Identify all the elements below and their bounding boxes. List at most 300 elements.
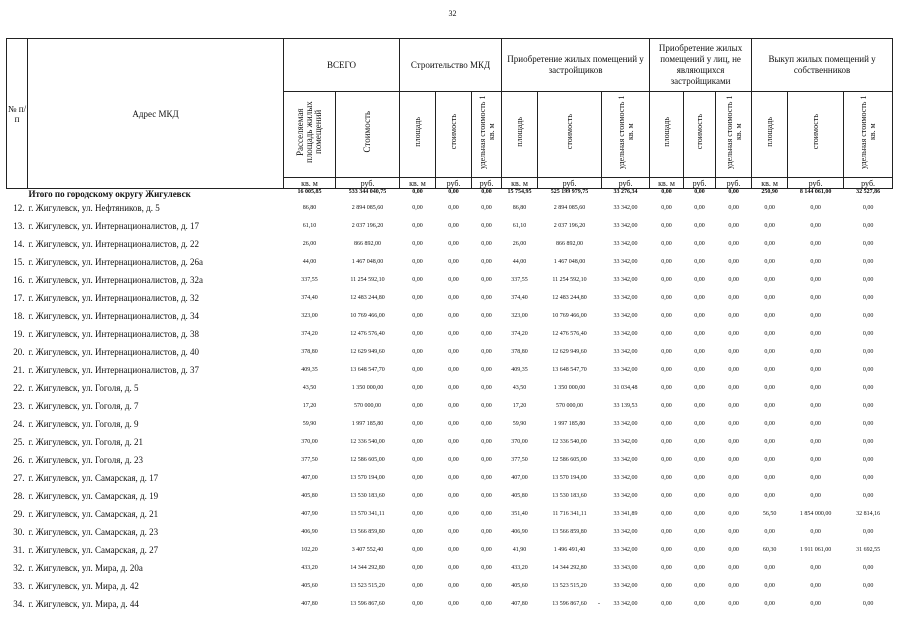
table-cell: 0,00	[448, 475, 459, 481]
table-cell: 0,00	[764, 403, 775, 409]
table-cell: 0,00	[862, 367, 874, 373]
row-address: г. Жигулевск, ул. Самарская, д. 23	[28, 527, 159, 537]
total-cell: 16 005,85	[297, 189, 322, 195]
table-cell: 0,00	[694, 331, 705, 337]
table-cell: 0,00	[661, 457, 672, 463]
table-cell: 31 692,55	[856, 547, 881, 553]
table-cell: 377,50	[511, 457, 528, 463]
unit-label: руб.	[788, 178, 844, 189]
table-cell: 0,00	[661, 421, 672, 427]
table-cell: 0,00	[728, 403, 739, 409]
table-cell: 0,00	[481, 529, 492, 535]
table-cell: 1 854 000,00	[799, 511, 832, 517]
row-number: 34.	[13, 599, 25, 609]
table-cell: 0,00	[412, 601, 423, 607]
row-number: 17.	[13, 293, 25, 303]
row-number: 12.	[13, 203, 25, 213]
table-cell: 0,00	[810, 439, 821, 445]
table-row	[7, 577, 893, 595]
table-cell: 0,00	[481, 475, 492, 481]
row-number: 24.	[13, 419, 25, 429]
group-developer-purchase-header: Приобретение жилых помещений у застройщиков	[502, 39, 650, 92]
total-row	[7, 189, 893, 200]
table-cell: 61,10	[302, 223, 317, 229]
table-cell: 0,00	[694, 349, 705, 355]
table-cell: 407,90	[301, 511, 318, 517]
table-cell: 570 000,00	[354, 403, 381, 409]
table-cell: 0,00	[764, 565, 775, 571]
row-number: 33.	[13, 581, 25, 591]
table-cell: 33 342,00	[613, 331, 638, 337]
table-cell: 337,55	[301, 277, 318, 283]
table-cell: 0,00	[481, 457, 492, 463]
table-cell: 0,00	[862, 259, 874, 265]
page-number: 32	[448, 9, 457, 18]
table-cell: 0,00	[448, 349, 459, 355]
table-cell: 0,00	[862, 295, 874, 301]
row-address: г. Жигулевск, ул. Гоголя, д. 7	[28, 401, 139, 411]
table-cell: 0,00	[810, 313, 821, 319]
table-cell: 0,00	[661, 331, 672, 337]
table-cell: 0,00	[694, 277, 705, 283]
table-cell: 0,00	[448, 565, 459, 571]
row-address: г. Жигулевск, ул. Гоголя, д. 5	[28, 383, 139, 393]
row-address: г. Жигулевск, ул. Интернационалистов, д. 32	[28, 293, 200, 303]
table-row	[7, 559, 893, 577]
total-cell: 0,00	[481, 189, 492, 195]
unit-label: кв. м	[502, 178, 538, 189]
row-number: 32.	[13, 563, 25, 573]
subheader-cost: стоимость	[538, 92, 602, 178]
table-cell: 0,00	[448, 313, 459, 319]
subheader-cost: стоимость	[436, 92, 472, 178]
table-cell: 0,00	[481, 205, 492, 211]
table-cell: 0,00	[862, 313, 874, 319]
table-cell: 0,00	[728, 385, 739, 391]
table-cell: 0,00	[694, 295, 705, 301]
table-cell: 33 342,00	[613, 367, 638, 373]
table-cell: 374,20	[301, 331, 318, 337]
table-cell: 41,90	[512, 547, 527, 553]
table-cell: 0,00	[694, 259, 705, 265]
table-cell: 0,00	[862, 331, 874, 337]
table-cell: 0,00	[448, 259, 459, 265]
unit-label: кв. м	[752, 178, 788, 189]
table-cell: 0,00	[412, 349, 423, 355]
row-number: 25.	[13, 437, 25, 447]
table-cell: 0,00	[764, 367, 775, 373]
table-cell: 409,35	[511, 367, 528, 373]
table-cell: 0,00	[810, 223, 821, 229]
table-cell: 0,00	[764, 457, 775, 463]
table-cell: 405,60	[301, 583, 318, 589]
table-cell: 0,00	[810, 205, 821, 211]
row-number: 28.	[13, 491, 25, 501]
table-cell: 86,80	[512, 205, 527, 211]
table-row	[7, 253, 893, 271]
table-cell: 0,00	[481, 403, 492, 409]
table-cell: 0,00	[810, 277, 821, 283]
table-cell: 0,00	[412, 259, 423, 265]
table-cell: 13 570 194,00	[350, 475, 385, 481]
row-address: г. Жигулевск, ул. Интернационалистов, д. 34	[28, 311, 200, 321]
table-row	[7, 325, 893, 343]
table-cell: 0,00	[764, 331, 775, 337]
table-cell: 33 342,00	[613, 457, 638, 463]
group-non-developer-purchase-header: Приобретение жилых помещений у лиц, не являющихся застройщиками	[650, 39, 752, 92]
total-cell: 8 144 061,00	[799, 189, 832, 195]
table-cell: 406,90	[301, 529, 318, 535]
table-cell: 33 139,53	[613, 403, 638, 409]
total-cell: 15 754,95	[507, 189, 532, 195]
table-cell: 0,00	[728, 493, 739, 499]
table-cell: 0,00	[694, 565, 705, 571]
table-cell: 1 496 491,40	[553, 547, 586, 553]
table-cell: 0,00	[661, 295, 672, 301]
table-cell: 12 483 244,80	[552, 295, 587, 301]
table-cell: 405,60	[511, 583, 528, 589]
table-cell: 26,00	[302, 241, 317, 247]
table-cell: 0,00	[481, 583, 492, 589]
col-address-header: Адрес МКД	[28, 39, 284, 189]
table-cell: 102,20	[301, 547, 318, 553]
table-cell: 433,20	[301, 565, 318, 571]
table-cell: 33 342,00	[613, 421, 638, 427]
table-cell: 33 342,00	[613, 439, 638, 445]
table-cell: 0,00	[764, 493, 775, 499]
unit-label: кв. м	[650, 178, 684, 189]
table-cell: 0,00	[661, 349, 672, 355]
table-cell: 0,00	[694, 205, 705, 211]
row-address: г. Жигулевск, ул. Самарская, д. 27	[28, 545, 159, 555]
table-cell: 13 530 183,60	[552, 493, 587, 499]
table-cell: 0,00	[728, 259, 739, 265]
table-row	[7, 271, 893, 289]
group-construction-header: Строительство МКД	[400, 39, 502, 92]
row-address: г. Жигулевск, ул. Самарская, д. 19	[28, 491, 159, 501]
table-cell: 0,00	[728, 583, 739, 589]
table-cell: 323,00	[511, 313, 528, 319]
table-cell: 13 648 547,70	[350, 367, 385, 373]
table-cell: 0,00	[728, 421, 739, 427]
row-address: г. Жигулевск, ул. Интернационалистов, д. 38	[28, 329, 200, 339]
table-row	[7, 523, 893, 541]
table-cell: 33 341,89	[613, 511, 638, 517]
row-address: г. Жигулевск, ул. Самарская, д. 17	[28, 473, 159, 483]
table-cell: 13 570 194,00	[552, 475, 587, 481]
table-cell: 60,30	[762, 547, 777, 553]
table-cell: 0,00	[810, 457, 821, 463]
table-cell: 59,90	[302, 421, 317, 427]
table-cell: 12 336 540,00	[350, 439, 385, 445]
table-cell: 0,00	[810, 367, 821, 373]
table-cell: 0,00	[412, 511, 423, 517]
table-cell: 0,00	[862, 457, 874, 463]
table-cell: 59,90	[512, 421, 527, 427]
table-cell: 0,00	[764, 313, 775, 319]
table-cell: 0,00	[764, 349, 775, 355]
table-cell: 323,00	[301, 313, 318, 319]
table-cell: 0,00	[810, 565, 821, 571]
row-address: г. Жигулевск, ул. Интернационалистов, д. 22	[28, 239, 200, 249]
table-cell: 33 342,00	[613, 529, 638, 535]
table-cell: 0,00	[694, 493, 705, 499]
table-cell: 0,00	[694, 241, 705, 247]
table-cell: 0,00	[728, 367, 739, 373]
table-cell: 0,00	[694, 511, 705, 517]
table-cell: 14 344 292,80	[552, 565, 587, 571]
table-cell: 0,00	[694, 475, 705, 481]
table-cell: 13 530 183,60	[350, 493, 385, 499]
table-cell: 0,00	[728, 601, 739, 607]
row-address: г. Жигулевск, ул. Гоголя, д. 9	[28, 419, 139, 429]
table-cell: 0,00	[661, 241, 672, 247]
table-row	[7, 469, 893, 487]
table-cell: 0,00	[764, 277, 775, 283]
row-address: г. Жигулевск, ул. Интернационалистов, д. 37	[28, 365, 200, 375]
total-cell: 533 344 040,75	[348, 189, 387, 195]
table-cell: 0,00	[412, 313, 423, 319]
subheader-area-total: Расселяемая площадь жилых помещений	[284, 92, 336, 178]
table-cell: 0,00	[764, 583, 775, 589]
table-row	[7, 343, 893, 361]
table-cell: 0,00	[412, 277, 423, 283]
table-cell: 33 342,00	[613, 493, 638, 499]
table-cell: 0,00	[412, 565, 423, 571]
group-buyout-header: Выкуп жилых помещений у собственников	[752, 39, 893, 92]
table-cell: 0,00	[661, 511, 672, 517]
table-cell: 406,90	[511, 529, 528, 535]
table-cell: 13 566 859,80	[552, 529, 587, 535]
table-cell: 0,00	[764, 529, 775, 535]
table-cell: 0,00	[481, 547, 492, 553]
table-cell: 0,00	[412, 547, 423, 553]
table-cell: 0,00	[810, 601, 821, 607]
table-cell: 0,00	[661, 547, 672, 553]
row-address: г. Жигулевск, ул. Самарская, д. 21	[28, 509, 159, 519]
row-number: 14.	[13, 239, 25, 249]
table-cell: 10 769 466,00	[350, 313, 385, 319]
table-cell: 0,00	[810, 259, 821, 265]
table-cell: 44,00	[512, 259, 527, 265]
table-cell: 0,00	[862, 475, 874, 481]
table-row	[7, 199, 893, 217]
table-cell: 11 254 592,10	[350, 277, 385, 283]
table-cell: 405,80	[301, 493, 318, 499]
row-address: г. Жигулевск, ул. Мира, д. 44	[28, 599, 139, 609]
table-cell: 0,00	[764, 295, 775, 301]
unit-label: кв. м	[284, 178, 336, 189]
table-cell: 0,00	[728, 295, 739, 301]
table-cell: 370,00	[301, 439, 318, 445]
table-cell: 0,00	[810, 295, 821, 301]
table-cell: 0,00	[661, 601, 672, 607]
table-cell: 11 716 341,11	[552, 511, 587, 517]
table-cell: 33 342,00	[613, 295, 638, 301]
table-cell: 0,00	[810, 349, 821, 355]
row-number: 27.	[13, 473, 25, 483]
table-cell: 0,00	[862, 241, 874, 247]
table-cell: 0,00	[448, 241, 459, 247]
table-cell: 0,00	[661, 367, 672, 373]
row-address: г. Жигулевск, ул. Мира, д. 20а	[28, 563, 143, 573]
table-cell: 0,00	[448, 331, 459, 337]
table-row	[7, 415, 893, 433]
table-cell: 32 814,16	[856, 511, 881, 517]
table-cell: 0,00	[764, 223, 775, 229]
total-label: Итого по городскому округу Жигулевск	[28, 189, 191, 199]
row-address: г. Жигулевск, ул. Мира, д. 42	[28, 581, 139, 591]
table-cell: 0,00	[862, 529, 874, 535]
row-number: 21.	[13, 365, 25, 375]
table-cell: 0,00	[764, 205, 775, 211]
table-cell: 0,00	[481, 295, 492, 301]
table-row	[7, 451, 893, 469]
table-cell: 0,00	[412, 295, 423, 301]
table-row	[7, 595, 893, 613]
unit-label: руб.	[844, 178, 893, 189]
table-cell: 13 596 867,60	[350, 601, 385, 607]
table-cell: 0,00	[764, 421, 775, 427]
table-cell: 0,00	[728, 331, 739, 337]
table-cell: 33 342,00	[613, 475, 638, 481]
table-cell: 0,00	[810, 529, 821, 535]
table-cell: 0,00	[412, 439, 423, 445]
table-cell: 0,00	[694, 457, 705, 463]
table-cell: 337,55	[511, 277, 528, 283]
table-cell: 12 476 576,40	[552, 331, 587, 337]
row-address: г. Жигулевск, ул. Интернационалистов, д. 17	[28, 221, 200, 231]
unit-label: кв. м	[400, 178, 436, 189]
table-cell: 13 523 515,20	[350, 583, 385, 589]
table-cell: 0,00	[694, 421, 705, 427]
table-cell: 0,00	[481, 493, 492, 499]
subheader-unit-cost: удельная стоимость 1 кв. м	[844, 92, 893, 178]
table-cell: 0,00	[661, 565, 672, 571]
table-cell: 2 894 085,60	[351, 205, 384, 211]
table-cell: 0,00	[448, 385, 459, 391]
row-address: г. Жигулевск, ул. Интернационалистов, д. 26а	[28, 257, 204, 267]
table-cell: 12 336 540,00	[552, 439, 587, 445]
table-cell: 0,00	[728, 313, 739, 319]
row-number: 22.	[13, 383, 25, 393]
row-address: г. Жигулевск, ул. Гоголя, д. 21	[28, 437, 143, 447]
table-row	[7, 217, 893, 235]
table-row	[7, 433, 893, 451]
table-cell: 13 523 515,20	[552, 583, 587, 589]
unit-label: руб.	[716, 178, 752, 189]
table-cell: 2 037 196,20	[351, 223, 384, 229]
table-cell: 0,00	[764, 241, 775, 247]
table-cell: 0,00	[412, 403, 423, 409]
table-cell: 13 570 341,11	[350, 511, 385, 517]
table-cell: 13 596 867,60	[552, 601, 587, 607]
table-cell: 0,00	[862, 601, 874, 607]
table-cell: 0,00	[412, 529, 423, 535]
table-cell: 17,20	[512, 403, 527, 409]
table-cell: 0,00	[862, 205, 874, 211]
table-cell: 0,00	[810, 475, 821, 481]
table-cell: 0,00	[694, 601, 705, 607]
table-cell: 61,10	[512, 223, 527, 229]
row-number: 13.	[13, 221, 25, 231]
table-cell: 0,00	[412, 223, 423, 229]
table-cell: 0,00	[448, 457, 459, 463]
table-cell: 0,00	[412, 385, 423, 391]
table-cell: 0,00	[862, 583, 874, 589]
table-cell: 2 894 085,60	[553, 205, 586, 211]
table-cell: 407,00	[301, 475, 318, 481]
table-cell: 407,80	[511, 601, 528, 607]
unit-label: руб.	[436, 178, 472, 189]
table-cell: 0,00	[481, 367, 492, 373]
table-cell: 0,00	[448, 223, 459, 229]
table-cell: 0,00	[481, 385, 492, 391]
table-cell: 0,00	[448, 439, 459, 445]
table-cell: 0,00	[448, 493, 459, 499]
row-number: 26.	[13, 455, 25, 465]
table-cell: 0,00	[862, 349, 874, 355]
table-cell: 0,00	[810, 331, 821, 337]
table-cell: 43,50	[302, 385, 317, 391]
table-cell: 378,80	[301, 349, 318, 355]
subheader-area: площадь	[650, 92, 684, 178]
table-cell: 12 586 605,00	[552, 457, 587, 463]
subheader-cost: стоимость	[684, 92, 716, 178]
table-cell: 3 407 552,40	[351, 547, 384, 553]
table-row	[7, 307, 893, 325]
table-cell: 405,80	[511, 493, 528, 499]
table-cell: 0,00	[862, 421, 874, 427]
table-cell: 0,00	[661, 277, 672, 283]
table-cell: 33 342,00	[613, 277, 638, 283]
table-cell: 33 342,00	[613, 601, 638, 607]
table-cell: 33 342,00	[613, 205, 638, 211]
table-cell: 43,50	[512, 385, 527, 391]
table-cell: 0,00	[810, 583, 821, 589]
table-cell: 0,00	[728, 565, 739, 571]
table-cell: 407,80	[301, 601, 318, 607]
table-cell: 1 467 048,00	[553, 259, 586, 265]
table-cell: 0,00	[661, 205, 672, 211]
table-cell: 0,00	[694, 223, 705, 229]
subheader-area: площадь	[400, 92, 436, 178]
table-cell: 0,00	[481, 331, 492, 337]
table-cell: 378,80	[511, 349, 528, 355]
row-number: 16.	[13, 275, 25, 285]
table-cell: 0,00	[810, 403, 821, 409]
table-cell: 0,00	[448, 421, 459, 427]
total-cell: 32 527,86	[856, 189, 881, 195]
table-cell: 0,00	[481, 277, 492, 283]
table-cell: 1 911 061,00	[799, 547, 832, 553]
table-cell: 0,00	[661, 493, 672, 499]
total-cell: 0,00	[412, 189, 423, 195]
table-cell: 0,00	[412, 457, 423, 463]
table-cell: 14 344 292,80	[350, 565, 385, 571]
table-cell: 0,00	[661, 475, 672, 481]
table-cell: 0,00	[661, 403, 672, 409]
table-cell: 0,00	[862, 385, 874, 391]
table-cell: 0,00	[728, 511, 739, 517]
table-cell: 0,00	[412, 583, 423, 589]
table-cell: 0,00	[448, 511, 459, 517]
table-cell: 11 254 592,10	[552, 277, 587, 283]
table-cell: 374,40	[511, 295, 528, 301]
table-cell: 0,00	[694, 367, 705, 373]
table-cell: 33 342,00	[613, 547, 638, 553]
table-cell: 0,00	[764, 385, 775, 391]
